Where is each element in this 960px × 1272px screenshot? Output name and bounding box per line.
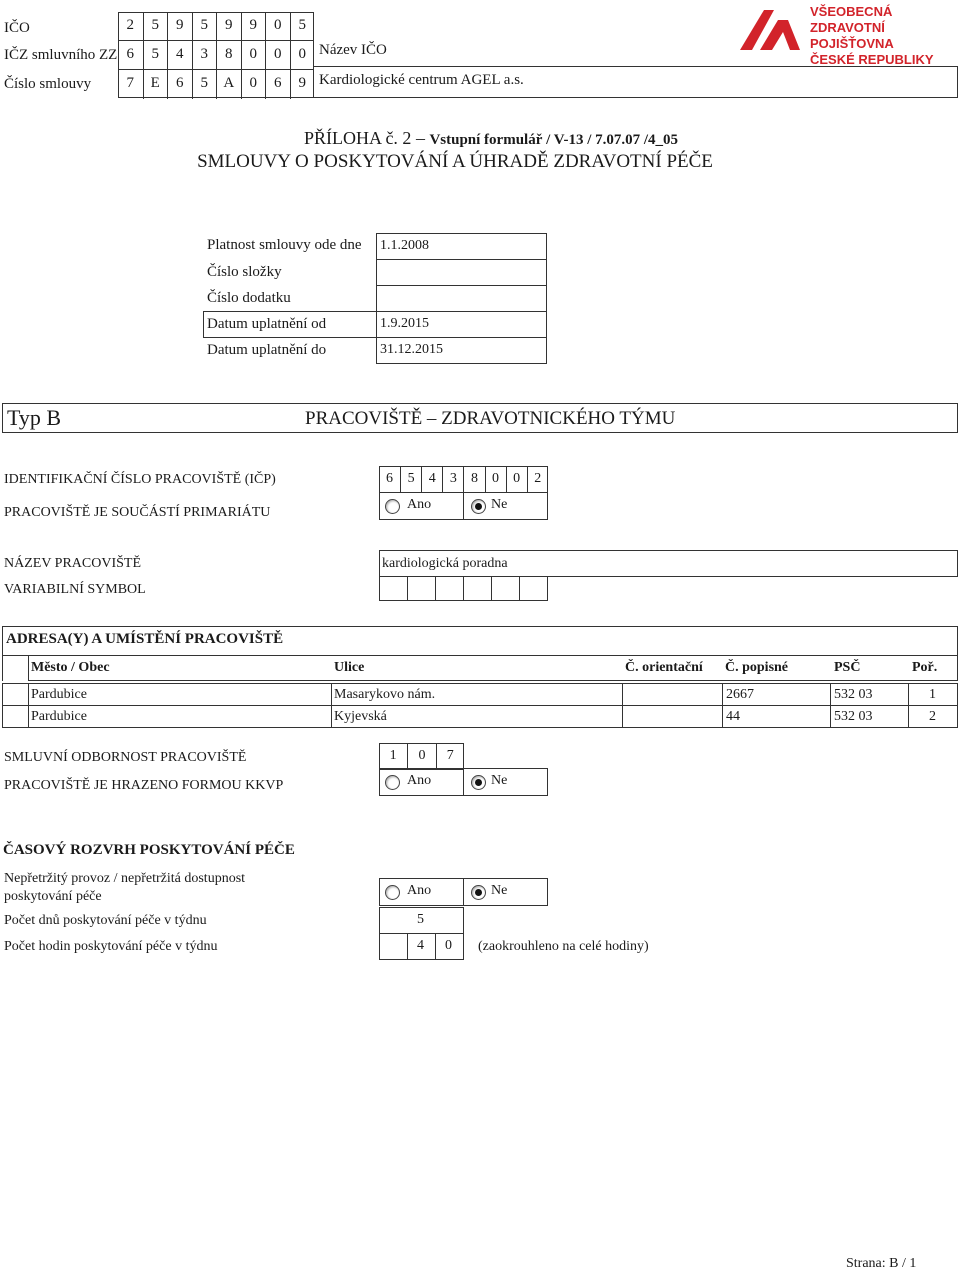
validity-label-4: Datum uplatnění do (207, 342, 327, 358)
vzp-logo (738, 4, 958, 67)
validity-value-4-text: 31.12.2015 (380, 342, 443, 357)
kkvp-no-label: Ne (491, 773, 508, 788)
digit-cell: 6 (126, 46, 134, 62)
hours-label: Počet hodin poskytování péče v týdnu (4, 939, 218, 954)
digit-cell: 3 (442, 466, 463, 493)
validity-value-1[interactable] (376, 259, 547, 286)
digit-cell: 0 (506, 466, 527, 493)
column-order: Poř. (912, 660, 938, 675)
digit-cell: 5 (143, 41, 168, 70)
primariat-no-label: Ne (491, 497, 508, 512)
cell-descriptive-number: 44 (726, 709, 740, 724)
validity-value-0-text: 1.1.2008 (380, 238, 429, 253)
digit-cell: E (143, 70, 168, 99)
validity-value-3-text: 1.9.2015 (380, 316, 429, 331)
name-ico-value: Kardiologické centrum AGEL a.s. (319, 72, 524, 88)
digit-cell: 9 (216, 12, 241, 41)
iczz-label: IČZ smluvního ZZ (4, 47, 118, 63)
logo-line-2: ZDRAVOTNÍ POJIŠŤOVNA (810, 20, 894, 51)
digit-cell: 4 (167, 41, 192, 70)
validity-label-0: Platnost smlouvy ode dne (207, 237, 362, 253)
kkvp-label: PRACOVIŠTĚ JE HRAZENO FORMOU KKVP (4, 778, 284, 793)
digit-cell: 9 (290, 70, 315, 99)
type-header (2, 403, 958, 433)
contract-number-label: Číslo smlouvy (4, 76, 92, 92)
continuous-label-line-2: poskytování péče (4, 889, 102, 904)
name-ico-label: Název IČO (319, 42, 387, 58)
table-row (2, 683, 958, 706)
primariat-no-radio[interactable] (471, 499, 486, 514)
cell-street: Masarykovo nám. (334, 687, 436, 702)
type-label: Typ B (7, 405, 62, 430)
title-form-code: Vstupní formulář / V-13 / 7.07.07 /4_05 (429, 132, 679, 148)
cell-city: Pardubice (31, 709, 87, 724)
primariat-yes-label: Ano (407, 497, 432, 512)
column-descriptive-number: Č. popisné (725, 660, 789, 675)
digit-cell: 6 (386, 471, 394, 486)
logo-line-3: ČESKÉ REPUBLIKY (810, 52, 934, 67)
continuous-yes-radio[interactable] (385, 885, 400, 900)
digit-cell: 0 (407, 743, 435, 770)
schedule-title: ČASOVÝ ROZVRH POSKYTOVÁNÍ PÉČE (3, 842, 295, 858)
column-city: Město / Obec (31, 660, 110, 675)
cell-street: Kyjevská (334, 709, 387, 724)
validity-value-2[interactable] (376, 285, 547, 312)
iczz-digits (118, 47, 314, 67)
continuous-no-label: Ne (491, 883, 508, 898)
validity-label-1: Číslo složky (207, 264, 282, 280)
digit-cell: A (216, 70, 241, 99)
digit-cell: 0 (485, 466, 506, 493)
workplace-name-label: NÁZEV PRACOVIŠTĚ (4, 556, 142, 571)
continuous-yes-label: Ano (407, 883, 432, 898)
cell-descriptive-number: 2667 (726, 687, 754, 702)
specialty-label: SMLUVNÍ ODBORNOST PRACOVIŠTĚ (4, 750, 247, 765)
digit-cell: 2 (126, 17, 134, 33)
title-line-2: SMLOUVY O POSKYTOVÁNÍ A ÚHRADĚ ZDRAVOTNÍ PÉČE (197, 151, 713, 172)
digit-cell: 7 (436, 743, 464, 770)
specialty-digits (379, 748, 464, 768)
address-section-header (2, 626, 958, 656)
digit-cell: 0 (265, 12, 290, 41)
digit-cell: 3 (192, 41, 217, 70)
primariat-yes-radio[interactable] (385, 499, 400, 514)
digit-cell: 0 (241, 41, 266, 70)
contract-digits (118, 76, 314, 96)
kkvp-yes-label: Ano (407, 773, 432, 788)
validity-label-3: Datum uplatnění od (207, 316, 327, 332)
cell-order: 1 (929, 687, 936, 702)
icp-digits (379, 471, 548, 491)
digit-cell: 9 (167, 12, 192, 41)
kkvp-no-radio[interactable] (471, 775, 486, 790)
digit-cell: 0 (241, 70, 266, 99)
digit-cell: 5 (400, 466, 421, 493)
hours-note: (zaokrouhleno na celé hodiny) (478, 939, 649, 954)
digit-cell: 8 (463, 466, 484, 493)
logo-line-1: VŠEOBECNÁ (810, 4, 893, 19)
variable-symbol-label: VARIABILNÍ SYMBOL (4, 582, 146, 597)
digit-cell: 7 (126, 75, 134, 91)
workplace-name-value: kardiologická poradna (382, 556, 508, 571)
title-prefix: PŘÍLOHA č. 2 (303, 128, 412, 148)
digit-cell: 6 (167, 70, 192, 99)
ico-digits (118, 18, 314, 38)
continuous-label-line-1: Nepřetržitý provoz / nepřetržitá dostupnost (4, 871, 246, 886)
digit-cell: 1 (389, 748, 397, 763)
digit-cell: 0 (290, 41, 315, 70)
digit-cell: 5 (290, 12, 315, 41)
vzp-logo-mark-icon (738, 6, 810, 52)
cell-city: Pardubice (31, 687, 87, 702)
column-orientation-number: Č. orientační (625, 660, 703, 675)
column-postal-code: PSČ (834, 660, 861, 675)
digit-cell: 5 (192, 70, 217, 99)
validity-label-2: Číslo dodatku (207, 290, 291, 306)
continuous-no-radio[interactable] (471, 885, 486, 900)
title-dash: – (415, 128, 425, 148)
primariat-label: PRACOVIŠTĚ JE SOUČÁSTÍ PRIMARIÁTU (4, 505, 271, 520)
address-table-header (28, 655, 958, 681)
digit-cell: 8 (216, 41, 241, 70)
page-number: Strana: B / 1 (846, 1256, 917, 1271)
digit-cell: 6 (265, 70, 290, 99)
type-title: PRACOVIŠTĚ – ZDRAVOTNICKÉHO TÝMU (305, 408, 676, 429)
digit-cell: 5 (192, 12, 217, 41)
column-street: Ulice (334, 660, 365, 675)
digit-cell: 2 (527, 466, 548, 493)
ico-label: IČO (4, 20, 30, 36)
cell-order: 2 (929, 709, 936, 724)
cell-postal-code: 532 03 (834, 687, 873, 702)
digit-cell: 9 (241, 12, 266, 41)
document-title (0, 128, 960, 173)
table-row (2, 705, 958, 728)
days-label: Počet dnů poskytování péče v týdnu (4, 913, 207, 928)
cell-postal-code: 532 03 (834, 709, 873, 724)
digit-cell: 0 (265, 41, 290, 70)
validity-row-3 (203, 311, 547, 338)
digit-cell: 4 (421, 466, 442, 493)
hours-digit: 4 (417, 938, 424, 953)
digit-cell: 5 (143, 12, 168, 41)
icp-label: IDENTIFIKAČNÍ ČÍSLO PRACOVIŠTĚ (IČP) (4, 472, 276, 487)
address-section-title: ADRESA(Y) A UMÍSTĚNÍ PRACOVIŠTĚ (6, 631, 284, 647)
hours-digit: 0 (445, 938, 452, 953)
kkvp-yes-radio[interactable] (385, 775, 400, 790)
days-value: 5 (417, 912, 424, 927)
